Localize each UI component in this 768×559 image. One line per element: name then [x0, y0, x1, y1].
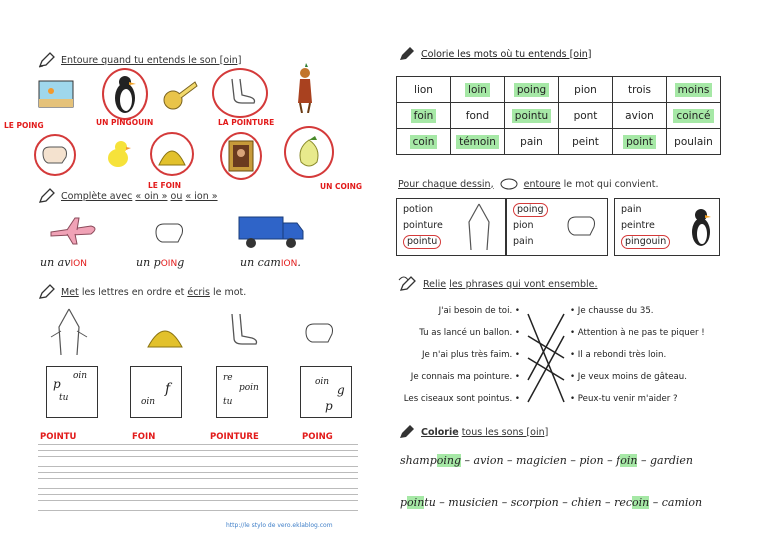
table-row	[397, 103, 721, 129]
hay-circle	[150, 132, 194, 176]
pencil-icon	[398, 46, 416, 62]
pencil-icon	[38, 52, 56, 68]
word-cell[interactable]	[559, 103, 613, 129]
sentence-left[interactable]: Tu as lancé un ballon. •	[419, 328, 520, 338]
fist-image-2	[150, 218, 190, 248]
word-cell[interactable]	[667, 129, 721, 155]
answer-avion[interactable]: ION	[70, 259, 87, 269]
answer-poing[interactable]: OIN	[160, 259, 178, 269]
dash-separator: –	[503, 454, 517, 467]
sentence-right[interactable]: • Je veux moins de gâteau.	[570, 372, 687, 382]
cursive-word[interactable]	[400, 454, 461, 467]
choice-word[interactable]: peintre	[621, 220, 655, 231]
dash-separator: –	[566, 454, 580, 467]
word-cell[interactable]	[397, 103, 451, 129]
word-cell-text: point	[623, 135, 656, 149]
matching-lines	[524, 306, 568, 406]
penguin-image-2	[683, 199, 719, 255]
word-cell-text: lion	[414, 83, 433, 96]
table-row	[397, 129, 721, 155]
choice-words-3	[615, 199, 683, 255]
oin-word-table	[396, 76, 721, 155]
choice-word[interactable]: pointu	[403, 235, 441, 249]
tape-measure-image	[160, 76, 200, 116]
choice-word[interactable]: pointure	[403, 220, 443, 231]
ex7-title: Colorie tous les sons [oin]	[398, 424, 548, 440]
letter-box-3: re poin tu	[216, 366, 268, 418]
word-cell-text: poulain	[674, 135, 713, 148]
cursive-word[interactable]: gardien	[649, 454, 693, 467]
choice-word[interactable]: potion	[403, 204, 434, 215]
word-cell-text: témoin	[456, 135, 499, 149]
cursive-word[interactable]: magicien	[516, 454, 567, 467]
fill-item-poing: un pOINg	[136, 256, 185, 269]
writing-line	[38, 478, 358, 479]
answer-pointu[interactable]: POINTU	[40, 432, 77, 442]
ex1-title: Entoure quand tu entends le son [oin]	[38, 52, 242, 68]
cursive-part: oin	[632, 496, 650, 509]
word-cell[interactable]	[451, 77, 505, 103]
writing-line	[38, 450, 358, 451]
cursive-part: f	[616, 454, 621, 467]
answer-foin[interactable]: FOIN	[132, 432, 156, 442]
foot-image-2	[218, 310, 262, 354]
cursive-part: rec	[614, 496, 632, 509]
sentence-right[interactable]: • Je chausse du 35.	[570, 306, 654, 316]
cursive-part: shamp	[400, 454, 437, 467]
link-line	[528, 314, 564, 402]
label-foin: LE FOIN	[148, 181, 182, 190]
plane-image	[46, 214, 102, 248]
writing-line	[38, 466, 358, 467]
writing-line	[38, 472, 358, 473]
link-pencil-icon	[398, 276, 418, 292]
cursive-part: p	[400, 496, 408, 509]
cursive-part: oin	[620, 454, 638, 467]
mouse-circle-icon	[499, 177, 519, 191]
label-poing: LE POING	[4, 121, 44, 130]
choice-word[interactable]: pingouin	[621, 235, 670, 249]
word-cell[interactable]	[397, 77, 451, 103]
word-cell[interactable]	[505, 103, 559, 129]
word-cell[interactable]	[505, 129, 559, 155]
word-cell-text: moins	[675, 83, 713, 97]
word-cell-text: coin	[410, 135, 438, 149]
hay-image	[157, 141, 187, 167]
fist-image-4	[559, 199, 607, 255]
letter-box-2: oin f	[130, 366, 182, 418]
cursive-word[interactable]	[614, 496, 649, 509]
dash-separator: –	[498, 496, 511, 509]
quince-image	[293, 134, 325, 170]
truck-image	[236, 212, 306, 250]
word-cell[interactable]	[667, 77, 721, 103]
foot-circle	[212, 68, 268, 118]
writing-line	[38, 494, 358, 495]
choice-word[interactable]: pain	[513, 236, 534, 247]
word-cell[interactable]	[505, 77, 559, 103]
word-cell[interactable]	[559, 129, 613, 155]
choice-word[interactable]: pion	[513, 220, 534, 231]
label-pointure: LA POINTURE	[218, 118, 275, 127]
dash-separator: –	[603, 454, 617, 467]
word-cell-text: pion	[574, 83, 597, 96]
dash-separator: –	[601, 496, 615, 509]
cursive-word[interactable]: musicien	[448, 496, 499, 509]
word-cell[interactable]	[559, 77, 613, 103]
choice-words-1	[397, 199, 453, 255]
word-cell[interactable]	[613, 77, 667, 103]
writing-line	[38, 488, 358, 489]
fill-item-camion: un camION.	[240, 256, 301, 269]
sentence-left[interactable]: Je n'ai plus très faim. •	[421, 350, 520, 360]
word-cell-text: trois	[627, 83, 651, 96]
fist-circle	[34, 134, 76, 176]
cursive-part: tu	[424, 496, 436, 509]
writing-line	[38, 510, 358, 511]
cursive-word[interactable]: pion	[579, 454, 604, 467]
word-cell[interactable]	[613, 103, 667, 129]
answer-pointure[interactable]: POINTURE	[210, 432, 259, 442]
word-cell[interactable]	[451, 129, 505, 155]
sentence-right[interactable]: • Il a rebondi très loin.	[570, 350, 667, 360]
chick-image	[100, 136, 136, 172]
choice-box-1	[396, 198, 506, 256]
word-cell-text: pointu	[512, 109, 551, 123]
choice-word[interactable]: pain	[621, 204, 642, 215]
aquarium-image	[36, 76, 76, 110]
pencil-icon	[38, 188, 56, 204]
penguin-circle	[102, 68, 148, 120]
ex5-title: Pour chaque dessin, entoure le mot qui convient.	[398, 178, 659, 190]
word-cell-text: foin	[411, 109, 437, 123]
cursive-word[interactable]: chien	[571, 496, 602, 509]
label-coing: UN COING	[320, 182, 363, 191]
word-cell-text: peint	[572, 135, 599, 148]
pencil-icon	[38, 284, 56, 300]
cursive-word[interactable]: camion	[661, 496, 703, 509]
choice-box-2	[506, 198, 608, 256]
foot-image	[222, 77, 258, 109]
sentences-left	[398, 306, 524, 416]
dash-separator: –	[649, 496, 662, 509]
letter-box-4: oin g p	[300, 366, 352, 418]
dash-separator: –	[435, 496, 449, 509]
choice-box-3	[614, 198, 720, 256]
pencil-icon	[398, 424, 416, 440]
pointed-hands-image-2	[453, 199, 505, 255]
cursive-part: oin	[407, 496, 425, 509]
choice-words-2	[507, 199, 559, 255]
sentences-right	[566, 306, 736, 416]
fill-item-avion: un avION	[40, 256, 87, 269]
choice-word[interactable]: poing	[513, 203, 548, 217]
cursive-word[interactable]	[400, 496, 436, 509]
word-cell[interactable]	[451, 103, 505, 129]
word-cell-text: coincé	[673, 109, 713, 123]
word-cell[interactable]	[397, 129, 451, 155]
word-cell-text: poing	[514, 83, 549, 97]
ex3-title: Met les lettres en ordre et écris le mot.	[38, 284, 246, 300]
writing-line	[38, 500, 358, 501]
dash-separator: –	[637, 454, 650, 467]
fist-image-3	[300, 318, 340, 348]
word-cell-text: pain	[520, 135, 543, 148]
sentence-right[interactable]: • Peux-tu venir m'aider ?	[570, 394, 678, 404]
word-cell-text: pont	[573, 109, 598, 122]
ex2-title: Complète avec « oin » ou « ion »	[38, 188, 218, 204]
cursive-word[interactable]	[616, 454, 637, 467]
table-row	[397, 77, 721, 103]
footer-url[interactable]: http://le stylo de vero.eklablog.com	[226, 522, 333, 529]
sentence-left[interactable]: J'ai besoin de toi. •	[438, 306, 520, 316]
answer-camion[interactable]: ION	[280, 259, 298, 269]
word-cell-text: avion	[625, 109, 654, 122]
penguin-image	[112, 74, 138, 114]
cursive-line-2	[400, 496, 702, 509]
painting-image	[228, 140, 254, 172]
letter-box-1: oin p tu	[46, 366, 98, 418]
word-cell[interactable]	[667, 103, 721, 129]
word-cell[interactable]	[613, 129, 667, 155]
fist-image	[40, 143, 70, 167]
dash-separator: –	[558, 496, 572, 509]
dash-separator: –	[461, 454, 474, 467]
label-pingouin: UN PINGOUIN	[96, 118, 154, 127]
cursive-word[interactable]: scorpion	[510, 496, 559, 509]
painting-circle	[220, 132, 262, 180]
quince-circle	[284, 126, 334, 178]
word-cell-text: loin	[465, 83, 490, 97]
sentence-right[interactable]: • Attention à ne pas te piquer !	[570, 328, 705, 338]
cursive-line-1	[400, 454, 693, 467]
sentence-left[interactable]: Je connais ma pointure. •	[410, 372, 520, 382]
answer-poing-2[interactable]: POING	[302, 432, 333, 442]
writing-line	[38, 456, 358, 457]
hay-image-2	[144, 316, 186, 352]
word-cell-text: fond	[465, 109, 490, 122]
cursive-word[interactable]: avion	[473, 454, 504, 467]
ex4-title: Colorie les mots où tu entends [oin]	[398, 46, 591, 62]
pointed-hands-image	[44, 306, 94, 358]
native-figure-image	[290, 62, 320, 114]
writing-line	[38, 444, 358, 445]
cursive-part: oing	[436, 454, 462, 467]
ex6-title: Relie les phrases qui vont ensemble.	[398, 276, 598, 292]
sentence-left[interactable]: Les ciseaux sont pointus. •	[403, 394, 520, 404]
